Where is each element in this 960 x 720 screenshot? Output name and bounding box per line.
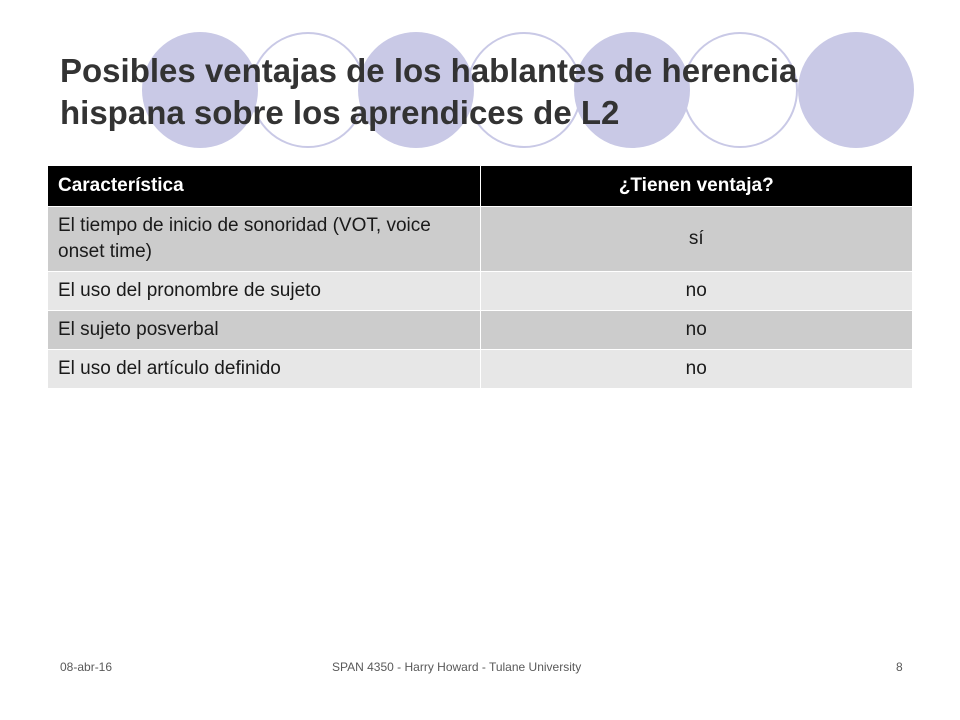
table-row: [48, 207, 912, 272]
footer-page-number: 8: [896, 660, 903, 674]
characteristic-cell: El uso del artículo definido: [48, 350, 480, 389]
characteristic-cell: El tiempo de inicio de sonoridad (VOT, voice onset time): [48, 207, 480, 272]
column-header-advantage: ¿Tienen ventaja?: [480, 166, 912, 207]
table-header-row: [48, 166, 912, 207]
column-header-characteristic: Característica: [48, 166, 480, 207]
characteristic-cell: El uso del pronombre de sujeto: [48, 272, 480, 311]
footer-course: SPAN 4350 - Harry Howard - Tulane University: [332, 660, 582, 674]
advantage-cell: no: [480, 272, 912, 311]
slide-title: Posibles ventajas de los hablantes de herencia hispana sobre los aprendices de L2: [60, 52, 798, 131]
advantage-cell: no: [480, 350, 912, 389]
table-row: [48, 272, 912, 311]
advantage-cell: sí: [480, 207, 912, 272]
footer-date: 08-abr-16: [60, 660, 113, 674]
table-row: [48, 311, 912, 350]
comparison-table: [48, 166, 912, 388]
table-row: [48, 350, 912, 389]
characteristic-cell: El sujeto posverbal: [48, 311, 480, 350]
advantage-cell: no: [480, 311, 912, 350]
